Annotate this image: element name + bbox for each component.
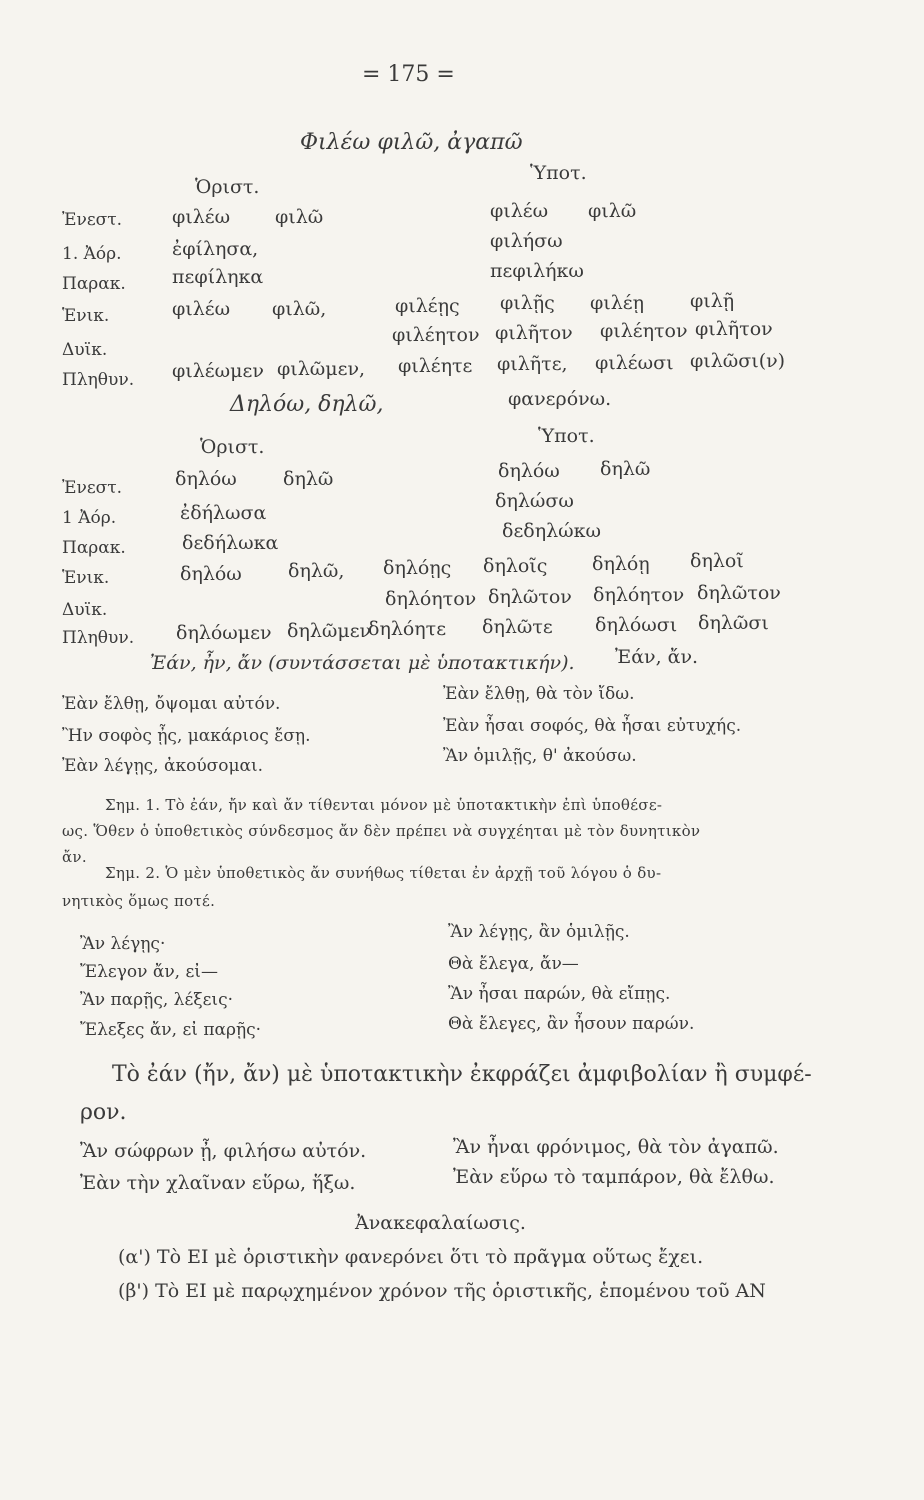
example-line: Ἔλεγον ἄν, εἰ— bbox=[80, 962, 218, 982]
recap-heading: Ἀνακεφαλαίωσις. bbox=[355, 1212, 526, 1234]
ean-heading-right: Ἐάν, ἄν. bbox=[615, 646, 699, 668]
cell: δηλόωμεν bbox=[176, 622, 272, 644]
cell: δηλοῖ bbox=[690, 550, 744, 572]
cell: φιλέωσι bbox=[595, 352, 674, 374]
cell: φιλῆτον bbox=[695, 318, 773, 340]
example-line: Ἐὰν ἔλθῃ, θὰ τὸν ἴδω. bbox=[443, 684, 635, 704]
example-line: Ἂν παρῇς, λέξεις· bbox=[80, 990, 234, 1010]
conj2-title-right: φανερόνω. bbox=[508, 388, 612, 410]
cell: δηλῶμεν bbox=[287, 620, 372, 642]
example-line: Ἐὰν εὕρω τὸ ταμπάρον, θὰ ἔλθω. bbox=[453, 1166, 775, 1188]
conj1-ypot-header: Ὑποτ. bbox=[530, 162, 587, 184]
cell: δηλόητε bbox=[368, 618, 447, 640]
example-line: Ἂν λέγῃς· bbox=[80, 934, 166, 954]
cell: φιλῆτε, bbox=[497, 353, 568, 375]
row-label: Πληθυν. bbox=[62, 628, 135, 648]
cell: φιλῶσι(ν) bbox=[690, 350, 786, 372]
row-label: Ἐνεστ. bbox=[62, 478, 123, 498]
example-line: Ἂν ἦναι φρόνιμος, θὰ τὸν ἀγαπῶ. bbox=[453, 1136, 779, 1158]
example-line: Ἂν λέγῃς, ἂν ὁμιλῇς. bbox=[448, 922, 630, 942]
cell: δηλόω bbox=[498, 460, 560, 482]
cell: φιλέω bbox=[172, 298, 231, 320]
example-line: Ἐὰν ἔλθῃ, ὄψομαι αὐτόν. bbox=[62, 694, 281, 714]
cell: φιλήσω bbox=[490, 230, 563, 252]
example-line: Ἢν σοφὸς ᾖς, μακάριος ἔσῃ. bbox=[62, 726, 311, 746]
note2-line2: νητικὸς ὅμως ποτέ. bbox=[62, 892, 216, 910]
recap-item: (β') Τὸ ΕΙ μὲ παρῳχημένον χρόνον τῆς ὁριστικῆς, ἑπομένου τοῦ ΑΝ bbox=[118, 1280, 766, 1302]
paragraph-line2: ρον. bbox=[80, 1100, 127, 1125]
cell: φιλῶ bbox=[275, 206, 324, 228]
cell: φιλέητε bbox=[398, 355, 473, 377]
note1-line2: ως. Ὅθεν ὁ ὑποθετικὸς σύνδεσμος ἄν δὲν πρέπει νὰ συγχέηται μὲ τὸν δυνητικὸν bbox=[62, 822, 701, 840]
cell: δηλῶ bbox=[600, 458, 651, 480]
cell: δεδήλωκα bbox=[182, 532, 279, 554]
cell: δηλώσω bbox=[495, 490, 574, 512]
cell: δηλῶ bbox=[283, 468, 334, 490]
cell: φιλῆτον bbox=[495, 322, 573, 344]
cell: φιλῶ, bbox=[272, 298, 327, 320]
row-label: Πληθυν. bbox=[62, 370, 135, 390]
cell: πεφιλήκω bbox=[490, 260, 584, 282]
example-line: Θὰ ἔλεγα, ἄν— bbox=[448, 954, 579, 974]
row-label: Ἑνικ. bbox=[62, 306, 110, 326]
cell: φιλῶμεν, bbox=[277, 358, 366, 380]
note1-line3: ἄν. bbox=[62, 848, 87, 866]
row-label: Παρακ. bbox=[62, 274, 126, 294]
cell: φιλῶ bbox=[588, 200, 637, 222]
cell: πεφίληκα bbox=[172, 266, 264, 288]
example-line: Ἔλεξες ἄν, εἰ παρῇς· bbox=[80, 1020, 262, 1040]
cell: φιλῇ bbox=[690, 290, 735, 312]
ean-heading: Ἐάν, ἦν, ἄν (συντάσσεται μὲ ὑποτακτικήν). bbox=[150, 652, 575, 674]
paragraph-line1: Τὸ ἐάν (ἤν, ἄν) μὲ ὑποτακτικὴν ἐκφράζει ἀμφιβολίαν ἢ συμφέ- bbox=[112, 1062, 812, 1087]
row-label: Ἑνικ. bbox=[62, 568, 110, 588]
cell: φιλέητον bbox=[600, 320, 688, 342]
cell: φιλέωμεν bbox=[172, 360, 264, 382]
cell: δεδηλώκω bbox=[502, 520, 602, 542]
cell: δηλῶτε bbox=[482, 616, 553, 638]
page-number: = 175 = bbox=[362, 62, 455, 87]
recap-item: (α') Τὸ ΕΙ μὲ ὁριστικὴν φανερόνει ὅτι τὸ πρᾶγμα οὕτως ἔχει. bbox=[118, 1246, 704, 1268]
cell: δηλῶτον bbox=[697, 582, 781, 604]
cell: δηλόῃς bbox=[383, 557, 452, 579]
conj1-orist-header: Ὁριστ. bbox=[195, 176, 260, 198]
row-label: Δυϊκ. bbox=[62, 600, 108, 620]
example-line: Ἐὰν ἦσαι σοφός, θὰ ἦσαι εὐτυχής. bbox=[443, 716, 742, 736]
row-label: Παρακ. bbox=[62, 538, 126, 558]
cell: φιλέω bbox=[172, 206, 231, 228]
conj2-orist-header: Ὁριστ. bbox=[200, 436, 265, 458]
row-label: 1. Ἀόρ. bbox=[62, 244, 122, 264]
cell: φιλέῃ bbox=[590, 292, 645, 314]
example-line: Ἐὰν λέγῃς, ἀκούσομαι. bbox=[62, 756, 264, 776]
conj2-title: Δηλόω, δηλῶ, bbox=[230, 392, 384, 417]
cell: δηλῶσι bbox=[698, 612, 769, 634]
cell: φιλῇς bbox=[500, 292, 555, 314]
cell: δηλόω bbox=[175, 468, 237, 490]
cell: φιλέω bbox=[490, 200, 549, 222]
cell: φιλέητον bbox=[392, 324, 480, 346]
cell: δηλοῖς bbox=[483, 555, 548, 577]
cell: δηλόητον bbox=[385, 588, 477, 610]
cell: ἐδήλωσα bbox=[180, 502, 267, 524]
row-label: 1 Ἀόρ. bbox=[62, 508, 117, 528]
cell: δηλῶτον bbox=[488, 586, 572, 608]
cell: δηλῶ, bbox=[288, 560, 345, 582]
example-line: Ἂν σώφρων ᾖ, φιλήσω αὐτόν. bbox=[80, 1140, 367, 1162]
note1-line1: Σημ. 1. Τὸ ἐάν, ἤν καὶ ἄν τίθενται μόνον μὲ ὑποτακτικὴν ἐπὶ ὑποθέσε- bbox=[105, 796, 663, 814]
example-line: Θὰ ἔλεγες, ἂν ἦσουν παρών. bbox=[448, 1014, 695, 1034]
row-label: Ἐνεστ. bbox=[62, 210, 123, 230]
conj1-title: Φιλέω φιλῶ, ἀγαπῶ bbox=[300, 130, 523, 155]
cell: ἐφίλησα, bbox=[172, 238, 259, 260]
row-label: Δυϊκ. bbox=[62, 340, 108, 360]
conj2-ypot-header: Ὑποτ. bbox=[538, 425, 595, 447]
cell: δηλόω bbox=[180, 563, 242, 585]
cell: δηλόητον bbox=[593, 584, 685, 606]
example-line: Ἂν ἦσαι παρών, θὰ εἴπῃς. bbox=[448, 984, 671, 1004]
cell: δηλόῃ bbox=[592, 553, 650, 575]
cell: δηλόωσι bbox=[595, 614, 678, 636]
example-line: Ἐὰν τὴν χλαῖναν εὕρω, ἥξω. bbox=[80, 1172, 356, 1194]
cell: φιλέῃς bbox=[395, 295, 460, 317]
example-line: Ἂν ὁμιλῇς, θ' ἀκούσω. bbox=[443, 746, 637, 766]
note2-line1: Σημ. 2. Ὁ μὲν ὑποθετικὸς ἄν συνήθως τίθεται ἐν ἀρχῇ τοῦ λόγου ὁ δυ- bbox=[105, 864, 662, 882]
